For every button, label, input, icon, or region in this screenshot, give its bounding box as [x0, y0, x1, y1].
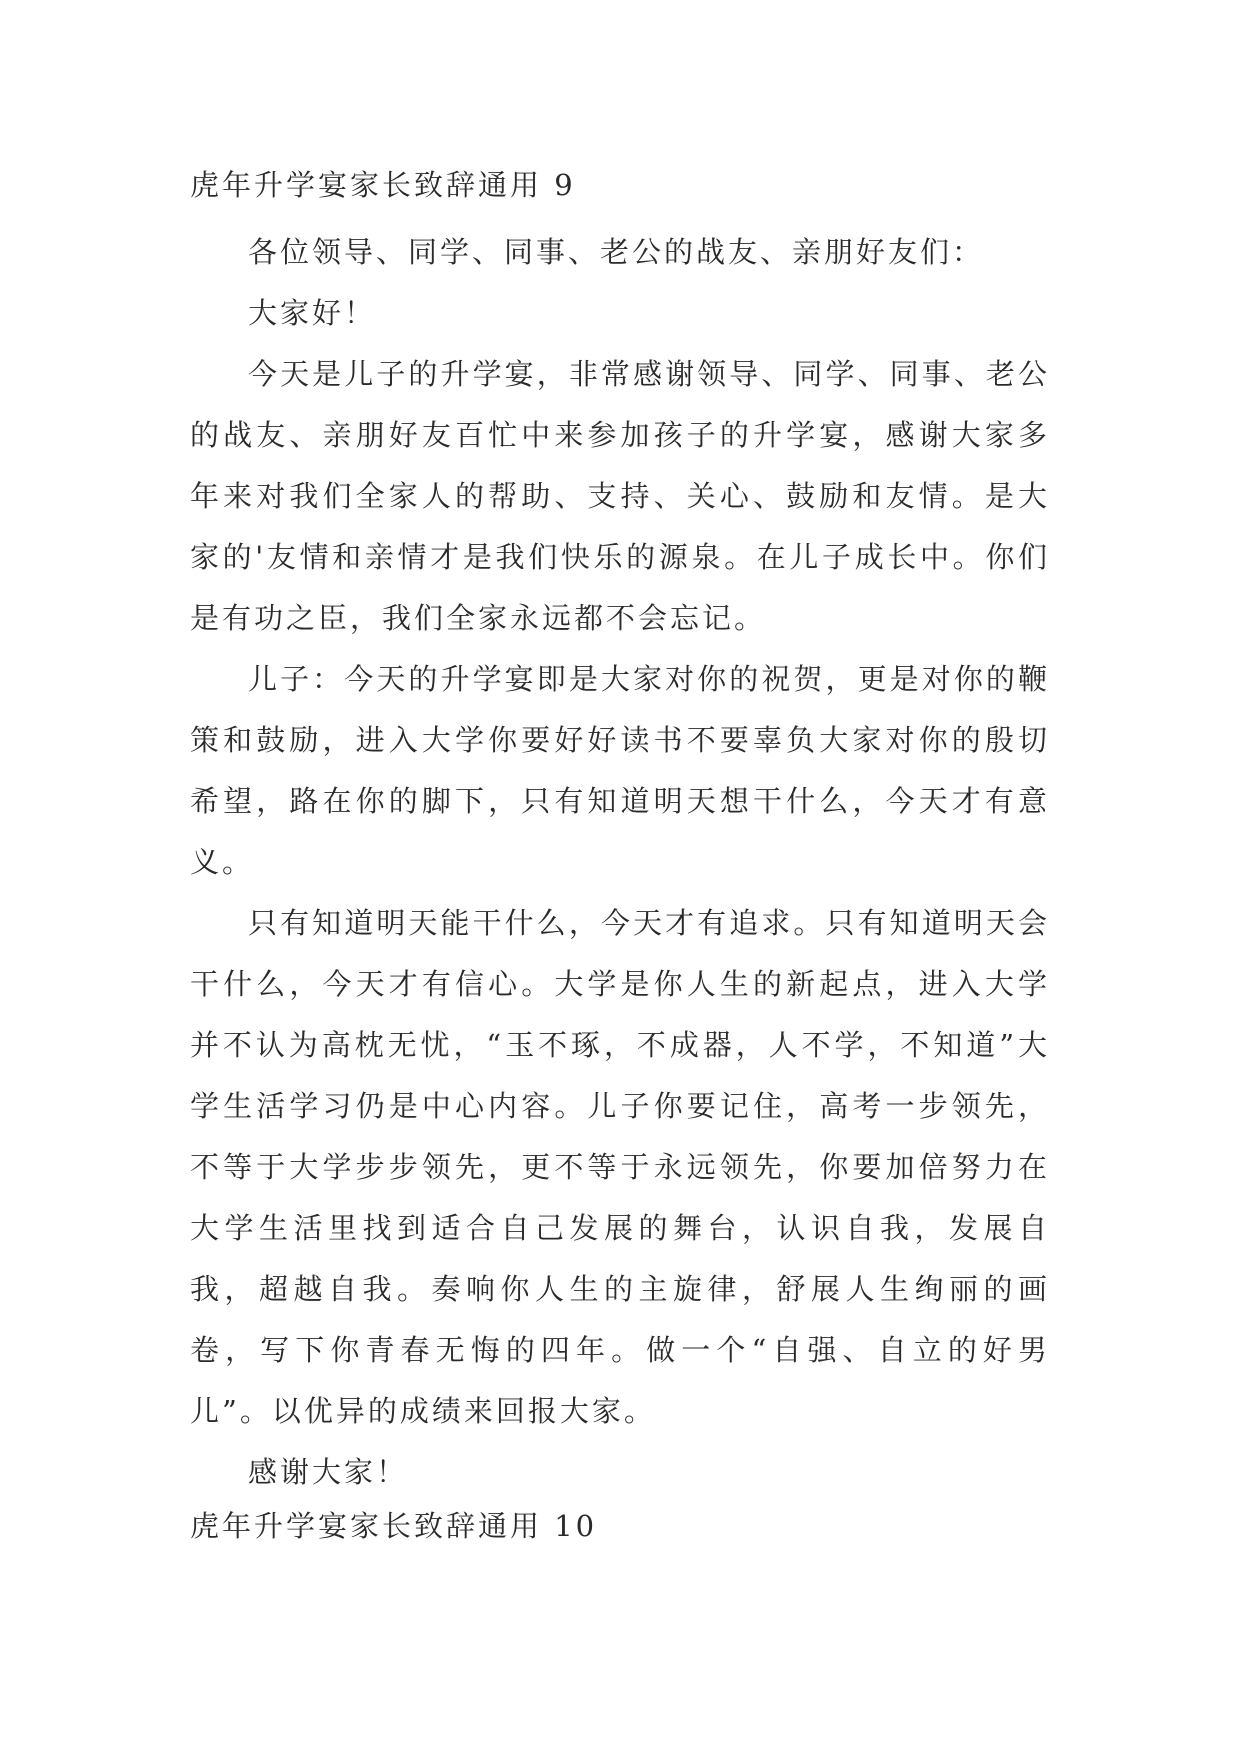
salutation-paragraph: 各位领导、同学、同事、老公的战友、亲朋好友们： [248, 235, 985, 269]
thanks-paragraph: 今天是儿子的升学宴，非常感谢领导、同学、同事、老公的战友、亲朋好友百忙中来参加孩子的升学宴，感谢大家多年来对我们全家人的帮助、支持、关心、鼓励和友情。是大家的'友情和亲情才是我们快乐的源泉。在儿子成长中。你们是有功之臣，我们全家永远都不会忘记。 [190, 357, 1050, 635]
speech-body [190, 222, 1050, 1503]
advice-paragraph: 只有知道明天能干什么，今天才有追求。只有知道明天会干什么，今天才有信心。大学是你人生的新起点，进入大学并不认为高枕无忧，“玉不琢，不成器，人不学，不知道”大学生活学习仍是中心内容。儿子你要记住，高考一步领先，不等于大学步步领先，更不等于永远领先，你要加倍努力在大学生活里找到适合自己发展的舞台，认识自我，发展自我，超越自我。奏响你人生的主旋律，舒展人生绚丽的画卷，写下你青春无悔的四年。做一个“自强、自立的好男儿”。以优异的成绩来回报大家。 [190, 906, 1050, 1428]
greeting-paragraph: 大家好！ [248, 296, 377, 330]
son-address-paragraph: 儿子：今天的升学宴即是大家对你的祝贺，更是对你的鞭策和鼓励，进入大学你要好好读书不要辜负大家对你的殷切希望，路在你的脚下，只有知道明天想干什么，今天才有意义。 [190, 662, 1050, 879]
section-9-title: 虎年升学宴家长致辞通用 9 [190, 168, 576, 202]
closing-paragraph: 感谢大家！ [248, 1455, 409, 1489]
section-10-title: 虎年升学宴家长致辞通用 10 [190, 1509, 598, 1543]
